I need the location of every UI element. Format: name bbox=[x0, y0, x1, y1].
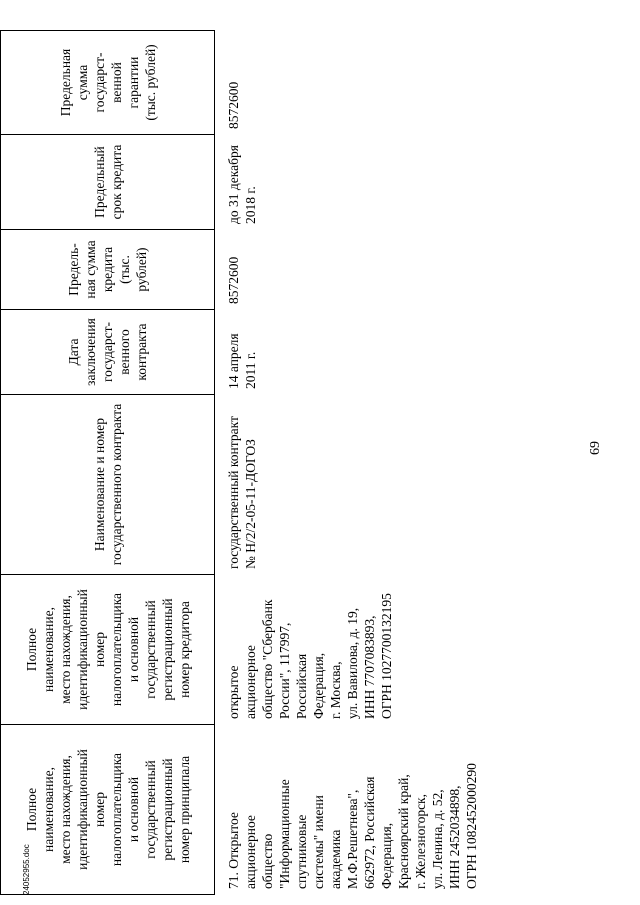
cell-line: 2018 г. bbox=[243, 186, 258, 224]
cell-line: г. Москва, bbox=[328, 661, 343, 719]
cell-line: государственный bbox=[142, 760, 158, 859]
cell-line: сумма bbox=[74, 64, 90, 101]
cell-line: "Информационные bbox=[277, 779, 292, 889]
cell-line: 2011 г. bbox=[243, 351, 258, 389]
cell-line: заключения bbox=[83, 318, 98, 386]
header-contract-date bbox=[0, 310, 215, 395]
cell-contract-date bbox=[225, 310, 259, 391]
cell-line: Дата bbox=[66, 338, 81, 366]
cell-line: 14 апреля bbox=[226, 333, 241, 389]
cell-line: г. Железногорск, bbox=[413, 794, 428, 889]
cell-line: номер bbox=[91, 632, 107, 668]
table-header bbox=[0, 30, 215, 895]
cell-line: (тыс. bbox=[117, 255, 132, 284]
cell-line: и основной bbox=[125, 616, 141, 683]
cell-line: Красноярский край, bbox=[396, 774, 411, 889]
cell-line: спутниковые bbox=[294, 814, 309, 889]
table-row bbox=[225, 30, 479, 895]
cell-line: Полное bbox=[23, 787, 39, 832]
cell-line: номер принципала bbox=[176, 755, 192, 864]
cell-line: регистрационный bbox=[159, 758, 175, 861]
cell-line: налогоплательщика bbox=[108, 592, 124, 707]
guarantee-table bbox=[0, 30, 479, 895]
header-creditor bbox=[0, 575, 215, 725]
cell-line: регистрационный bbox=[159, 598, 175, 701]
header-text bbox=[65, 240, 150, 298]
cell-line: место нахождения, bbox=[57, 595, 73, 704]
cell-line: 8572600 bbox=[226, 81, 241, 129]
cell-line: Предельный bbox=[91, 146, 107, 218]
cell-line: идентификационный bbox=[74, 589, 90, 710]
cell-line: наименование, bbox=[40, 607, 56, 692]
header-credit-term bbox=[0, 135, 215, 230]
document-id: 24052955.doc bbox=[22, 844, 31, 895]
cell-line: Полное bbox=[23, 627, 39, 672]
cell-line: контракта bbox=[134, 323, 149, 381]
cell-line: кредита bbox=[100, 246, 115, 293]
cell-line: 71. Открытое bbox=[226, 812, 241, 889]
cell-line: ИНН 7707083893, bbox=[362, 615, 377, 719]
cell-line: идентификационный bbox=[74, 749, 90, 870]
cell-line: государственный контракт bbox=[226, 416, 241, 569]
cell-line: (тыс. рублей) bbox=[142, 44, 158, 121]
cell-principal bbox=[225, 725, 480, 891]
cell-line: общество "Сбербанк bbox=[260, 599, 275, 719]
cell-line: венной bbox=[108, 62, 124, 103]
cell-line: Федерация, bbox=[379, 822, 394, 889]
header-contract bbox=[0, 395, 215, 575]
cell-contract bbox=[225, 395, 259, 571]
cell-line: Российская bbox=[294, 653, 309, 719]
cell-line: венного bbox=[117, 329, 132, 375]
cell-line: до 31 декабря bbox=[226, 145, 241, 224]
cell-line: государственного контракта bbox=[108, 403, 124, 566]
cell-line: Федерация, bbox=[311, 652, 326, 719]
cell-line: государст- bbox=[100, 322, 115, 383]
header-principal bbox=[0, 725, 215, 895]
cell-line: системы" имени bbox=[311, 795, 326, 889]
cell-line: ОГРН 1027700132195 bbox=[379, 593, 394, 719]
cell-line: акционерное bbox=[243, 645, 258, 719]
cell-line: ул. Вавилова, д. 19, bbox=[345, 607, 360, 719]
cell-line: 8572600 bbox=[226, 256, 241, 304]
cell-line: государственный bbox=[142, 600, 158, 699]
cell-line: открытое bbox=[226, 665, 241, 719]
cell-guarantee-amount bbox=[225, 30, 242, 131]
cell-line: Предельная bbox=[57, 48, 73, 117]
header-text bbox=[23, 589, 193, 710]
cell-credit-amount bbox=[225, 230, 242, 306]
cell-line: ОГРН 1082452000290 bbox=[464, 763, 479, 889]
header-credit-amount bbox=[0, 230, 215, 310]
cell-line: ул. Ленина, д. 52, bbox=[430, 789, 445, 889]
cell-line: акционерное bbox=[243, 815, 258, 889]
cell-line: академика bbox=[328, 829, 343, 889]
cell-line: наименование, bbox=[40, 767, 56, 852]
cell-line: и основной bbox=[125, 776, 141, 843]
cell-line: государст- bbox=[91, 52, 107, 113]
cell-line: Предель- bbox=[66, 243, 81, 296]
cell-line: 662972, Российская bbox=[362, 776, 377, 889]
cell-line: место нахождения, bbox=[57, 755, 73, 864]
header-text bbox=[91, 145, 125, 220]
page-number: 69 bbox=[588, 441, 603, 455]
header-text bbox=[65, 318, 150, 386]
cell-line: ИНН 2452034898, bbox=[447, 785, 462, 889]
cell-line: налогоплательщика bbox=[108, 752, 124, 867]
cell-line: общество bbox=[260, 833, 275, 889]
header-guarantee-amount bbox=[0, 30, 215, 135]
cell-line: ная сумма bbox=[83, 240, 98, 299]
cell-line: Наименование и номер bbox=[91, 417, 107, 552]
cell-line: № Н/2/2-05-11-ДОГОЗ bbox=[243, 439, 258, 569]
cell-line: гарантии bbox=[125, 56, 141, 109]
cell-creditor bbox=[225, 575, 395, 721]
cell-line: рублей) bbox=[134, 247, 149, 292]
cell-line: М.Ф.Решетнева", bbox=[345, 789, 360, 889]
cell-line: России", 117997, bbox=[277, 622, 292, 719]
cell-line: номер кредитора bbox=[176, 601, 192, 698]
header-text bbox=[23, 749, 193, 870]
cell-line: срок кредита bbox=[108, 144, 124, 220]
cell-line: номер bbox=[91, 792, 107, 828]
cell-credit-term bbox=[225, 135, 259, 226]
header-text bbox=[57, 44, 159, 120]
header-text bbox=[91, 404, 125, 565]
